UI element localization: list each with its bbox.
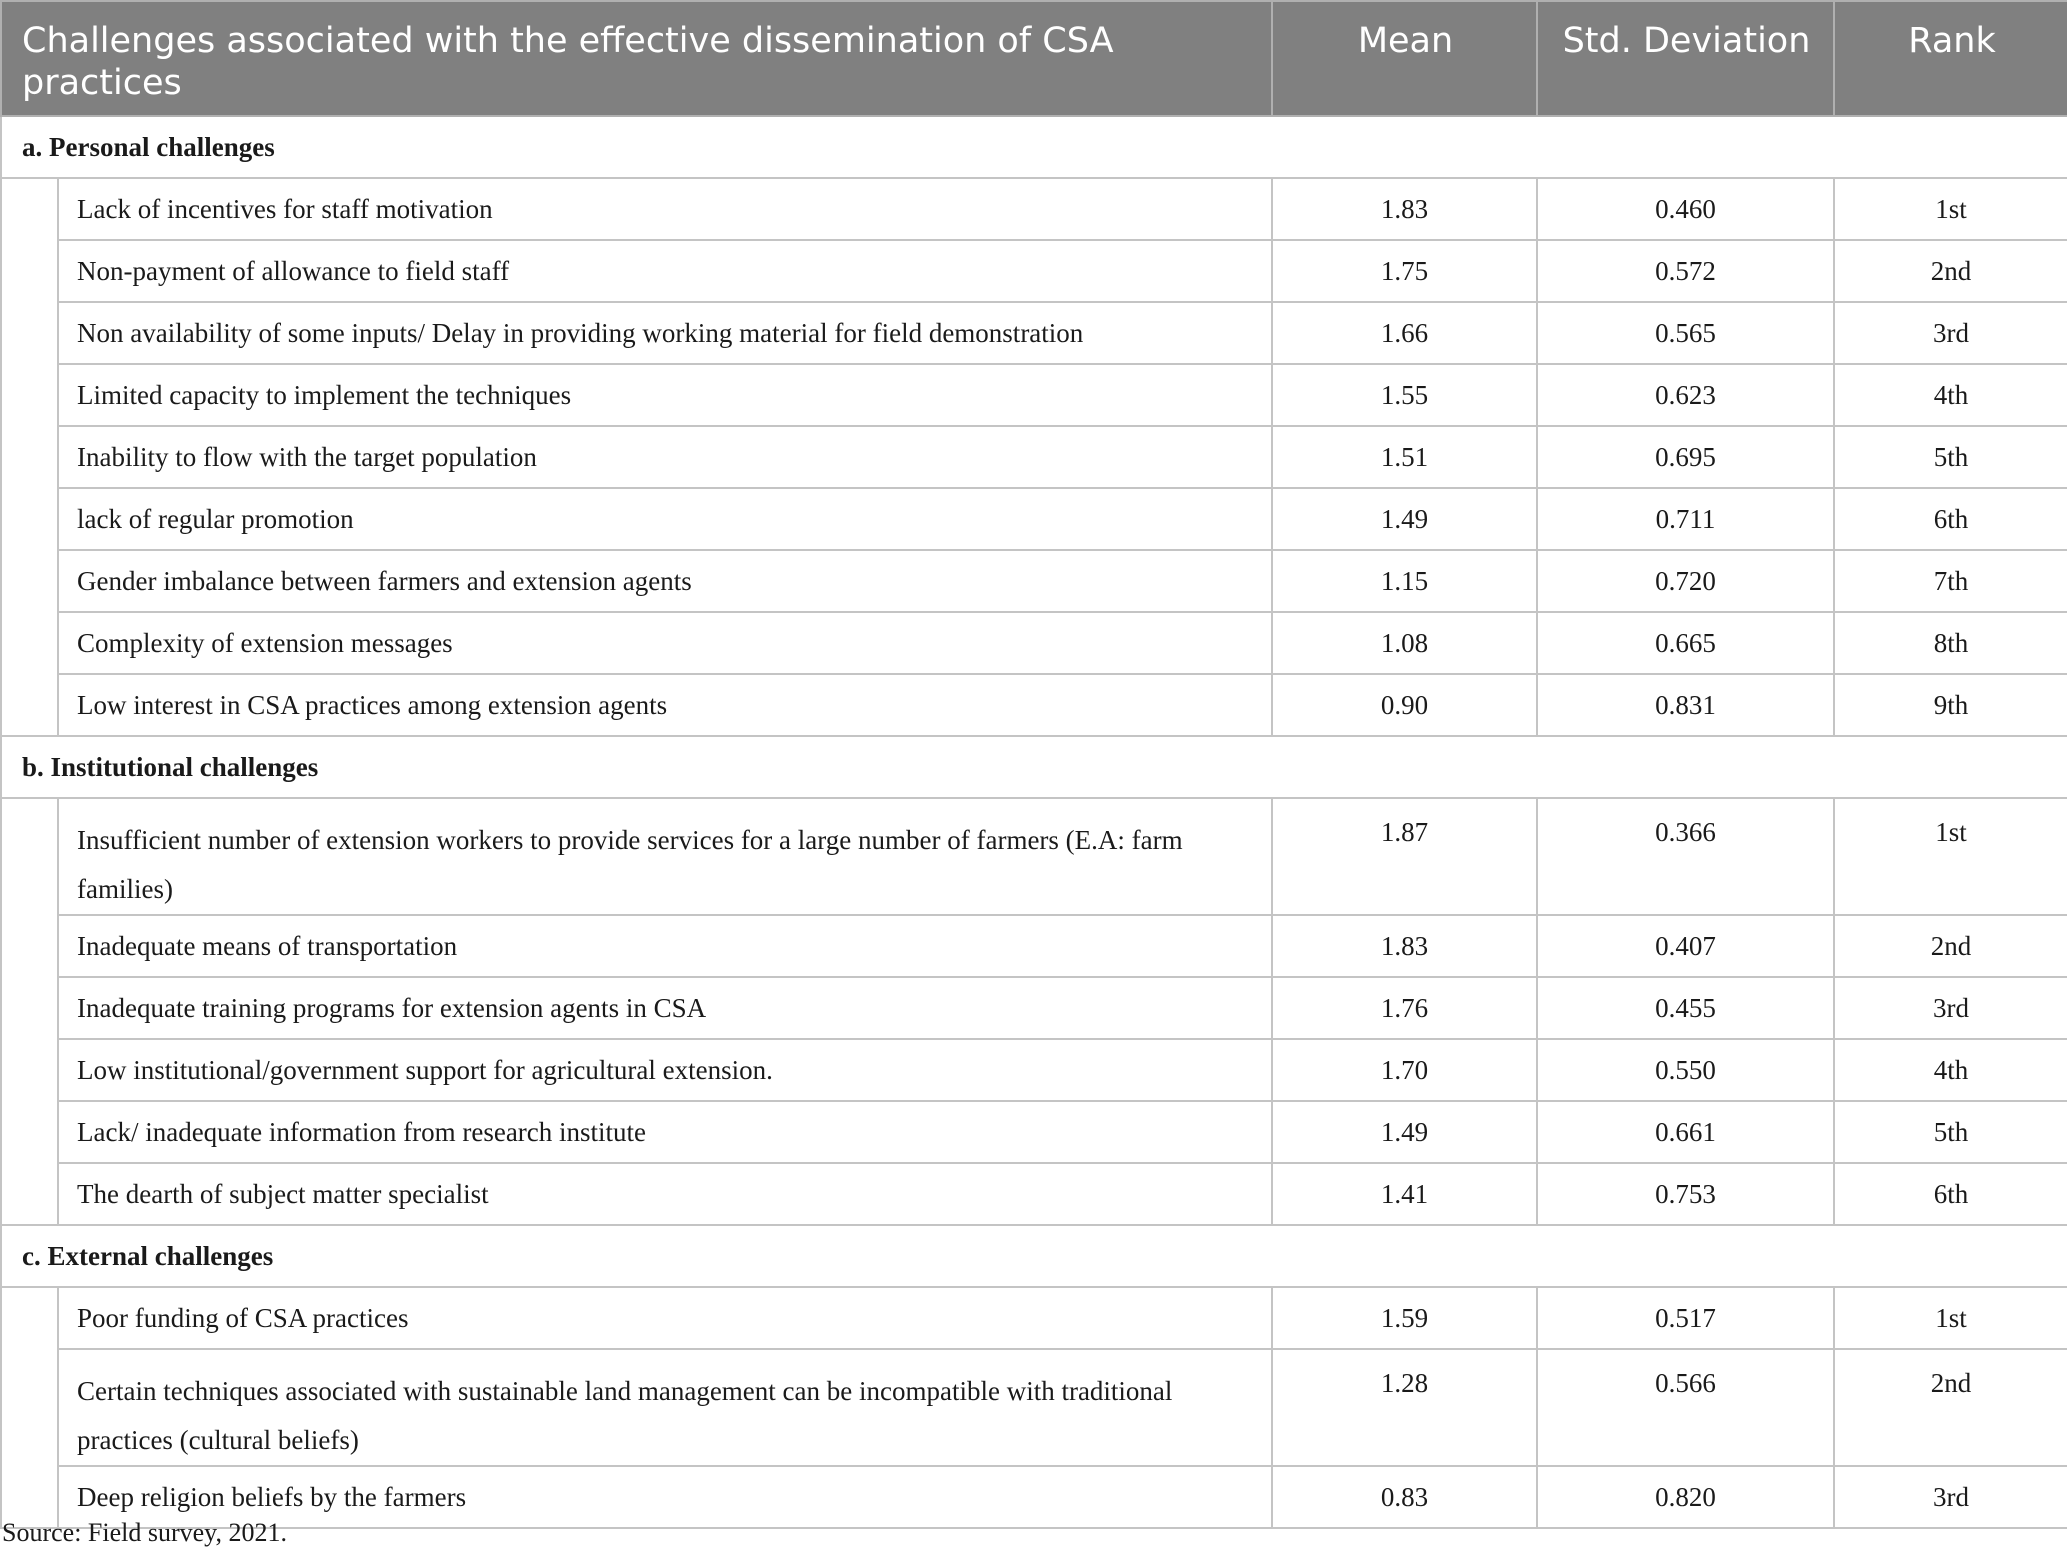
std-deviation-cell: 0.720	[1537, 550, 1834, 612]
rank-cell: 6th	[1834, 1163, 2067, 1225]
group-row	[1, 736, 2067, 798]
std-deviation-cell: 0.711	[1537, 488, 1834, 550]
group-indent-cell	[1, 1287, 58, 1528]
table-row	[1, 302, 2067, 364]
challenge-cell: Gender imbalance between farmers and extension agents	[58, 550, 1272, 612]
challenge-cell: Lack/ inadequate information from research institute	[58, 1101, 1272, 1163]
table-row	[1, 915, 2067, 977]
challenge-cell: Non-payment of allowance to field staff	[58, 240, 1272, 302]
std-deviation-cell: 0.460	[1537, 178, 1834, 240]
group-title: b. Institutional challenges	[1, 736, 2067, 798]
std-deviation-cell: 0.665	[1537, 612, 1834, 674]
challenge-cell: Low institutional/government support for agricultural extension.	[58, 1039, 1272, 1101]
rank-cell: 1st	[1834, 798, 2067, 915]
std-deviation-cell: 0.753	[1537, 1163, 1834, 1225]
challenge-cell: Deep religion beliefs by the farmers	[58, 1466, 1272, 1528]
table-row	[1, 1039, 2067, 1101]
table-row	[1, 550, 2067, 612]
std-deviation-cell: 0.517	[1537, 1287, 1834, 1349]
table-row	[1, 240, 2067, 302]
challenge-cell: Complexity of extension messages	[58, 612, 1272, 674]
std-deviation-cell: 0.407	[1537, 915, 1834, 977]
mean-cell: 1.08	[1272, 612, 1537, 674]
rank-cell: 7th	[1834, 550, 2067, 612]
std-deviation-cell: 0.565	[1537, 302, 1834, 364]
mean-cell: 1.66	[1272, 302, 1537, 364]
mean-cell: 1.28	[1272, 1349, 1537, 1466]
source-note: Source: Field survey, 2021.	[2, 1518, 287, 1547]
challenge-cell: Certain techniques associated with sustainable land management can be incompatible with traditional practices (cultural beliefs)	[58, 1349, 1272, 1466]
mean-cell: 1.70	[1272, 1039, 1537, 1101]
std-deviation-cell: 0.695	[1537, 426, 1834, 488]
challenge-cell: Poor funding of CSA practices	[58, 1287, 1272, 1349]
challenge-cell: Inability to flow with the target population	[58, 426, 1272, 488]
std-deviation-cell: 0.366	[1537, 798, 1834, 915]
table-row	[1, 798, 2067, 915]
header-rank: Rank	[1834, 1, 2067, 116]
mean-cell: 0.90	[1272, 674, 1537, 736]
table-row	[1, 426, 2067, 488]
std-deviation-cell: 0.661	[1537, 1101, 1834, 1163]
group-indent-cell	[1, 178, 58, 736]
mean-cell: 1.15	[1272, 550, 1537, 612]
rank-cell: 1st	[1834, 1287, 2067, 1349]
table-body	[1, 116, 2067, 1528]
table-row	[1, 674, 2067, 736]
header-std-deviation: Std. Deviation	[1537, 1, 1834, 116]
table-row	[1, 1163, 2067, 1225]
rank-cell: 5th	[1834, 1101, 2067, 1163]
group-title: a. Personal challenges	[1, 116, 2067, 178]
mean-cell: 1.51	[1272, 426, 1537, 488]
rank-cell: 3rd	[1834, 977, 2067, 1039]
rank-cell: 3rd	[1834, 302, 2067, 364]
header-challenge: Challenges associated with the effective dissemination of CSA practices	[1, 1, 1272, 116]
group-row	[1, 116, 2067, 178]
std-deviation-cell: 0.623	[1537, 364, 1834, 426]
mean-cell: 1.41	[1272, 1163, 1537, 1225]
group-row	[1, 1225, 2067, 1287]
rank-cell: 1st	[1834, 178, 2067, 240]
std-deviation-cell: 0.455	[1537, 977, 1834, 1039]
challenge-cell: Insufficient number of extension workers to provide services for a large number of farmers (E.A: farm families)	[58, 798, 1272, 915]
rank-cell: 2nd	[1834, 1349, 2067, 1466]
rank-cell: 6th	[1834, 488, 2067, 550]
table-row	[1, 1349, 2067, 1466]
table-row	[1, 364, 2067, 426]
mean-cell: 0.83	[1272, 1466, 1537, 1528]
challenge-cell: Lack of incentives for staff motivation	[58, 178, 1272, 240]
rank-cell: 8th	[1834, 612, 2067, 674]
std-deviation-cell: 0.820	[1537, 1466, 1834, 1528]
table-header	[1, 1, 2067, 116]
challenge-cell: Non availability of some inputs/ Delay in providing working material for field demonstration	[58, 302, 1272, 364]
table-row	[1, 488, 2067, 550]
std-deviation-cell: 0.572	[1537, 240, 1834, 302]
rank-cell: 4th	[1834, 364, 2067, 426]
table-row	[1, 977, 2067, 1039]
rank-cell: 2nd	[1834, 240, 2067, 302]
table-row	[1, 1101, 2067, 1163]
table-row	[1, 1287, 2067, 1349]
std-deviation-cell: 0.831	[1537, 674, 1834, 736]
std-deviation-cell: 0.566	[1537, 1349, 1834, 1466]
mean-cell: 1.75	[1272, 240, 1537, 302]
mean-cell: 1.49	[1272, 1101, 1537, 1163]
std-deviation-cell: 0.550	[1537, 1039, 1834, 1101]
table-row	[1, 178, 2067, 240]
rank-cell: 5th	[1834, 426, 2067, 488]
challenge-cell: Low interest in CSA practices among extension agents	[58, 674, 1272, 736]
challenge-cell: Inadequate training programs for extension agents in CSA	[58, 977, 1272, 1039]
mean-cell: 1.76	[1272, 977, 1537, 1039]
mean-cell: 1.55	[1272, 364, 1537, 426]
rank-cell: 9th	[1834, 674, 2067, 736]
header-mean: Mean	[1272, 1, 1537, 116]
table-row	[1, 1466, 2067, 1528]
rank-cell: 2nd	[1834, 915, 2067, 977]
mean-cell: 1.59	[1272, 1287, 1537, 1349]
challenge-cell: Inadequate means of transportation	[58, 915, 1272, 977]
challenge-cell: lack of regular promotion	[58, 488, 1272, 550]
rank-cell: 3rd	[1834, 1466, 2067, 1528]
mean-cell: 1.49	[1272, 488, 1537, 550]
group-indent-cell	[1, 798, 58, 1225]
table-row	[1, 612, 2067, 674]
group-title: c. External challenges	[1, 1225, 2067, 1287]
mean-cell: 1.83	[1272, 915, 1537, 977]
mean-cell: 1.83	[1272, 178, 1537, 240]
mean-cell: 1.87	[1272, 798, 1537, 915]
header-row	[1, 1, 2067, 116]
rank-cell: 4th	[1834, 1039, 2067, 1101]
challenge-cell: The dearth of subject matter specialist	[58, 1163, 1272, 1225]
challenge-cell: Limited capacity to implement the techniques	[58, 364, 1272, 426]
